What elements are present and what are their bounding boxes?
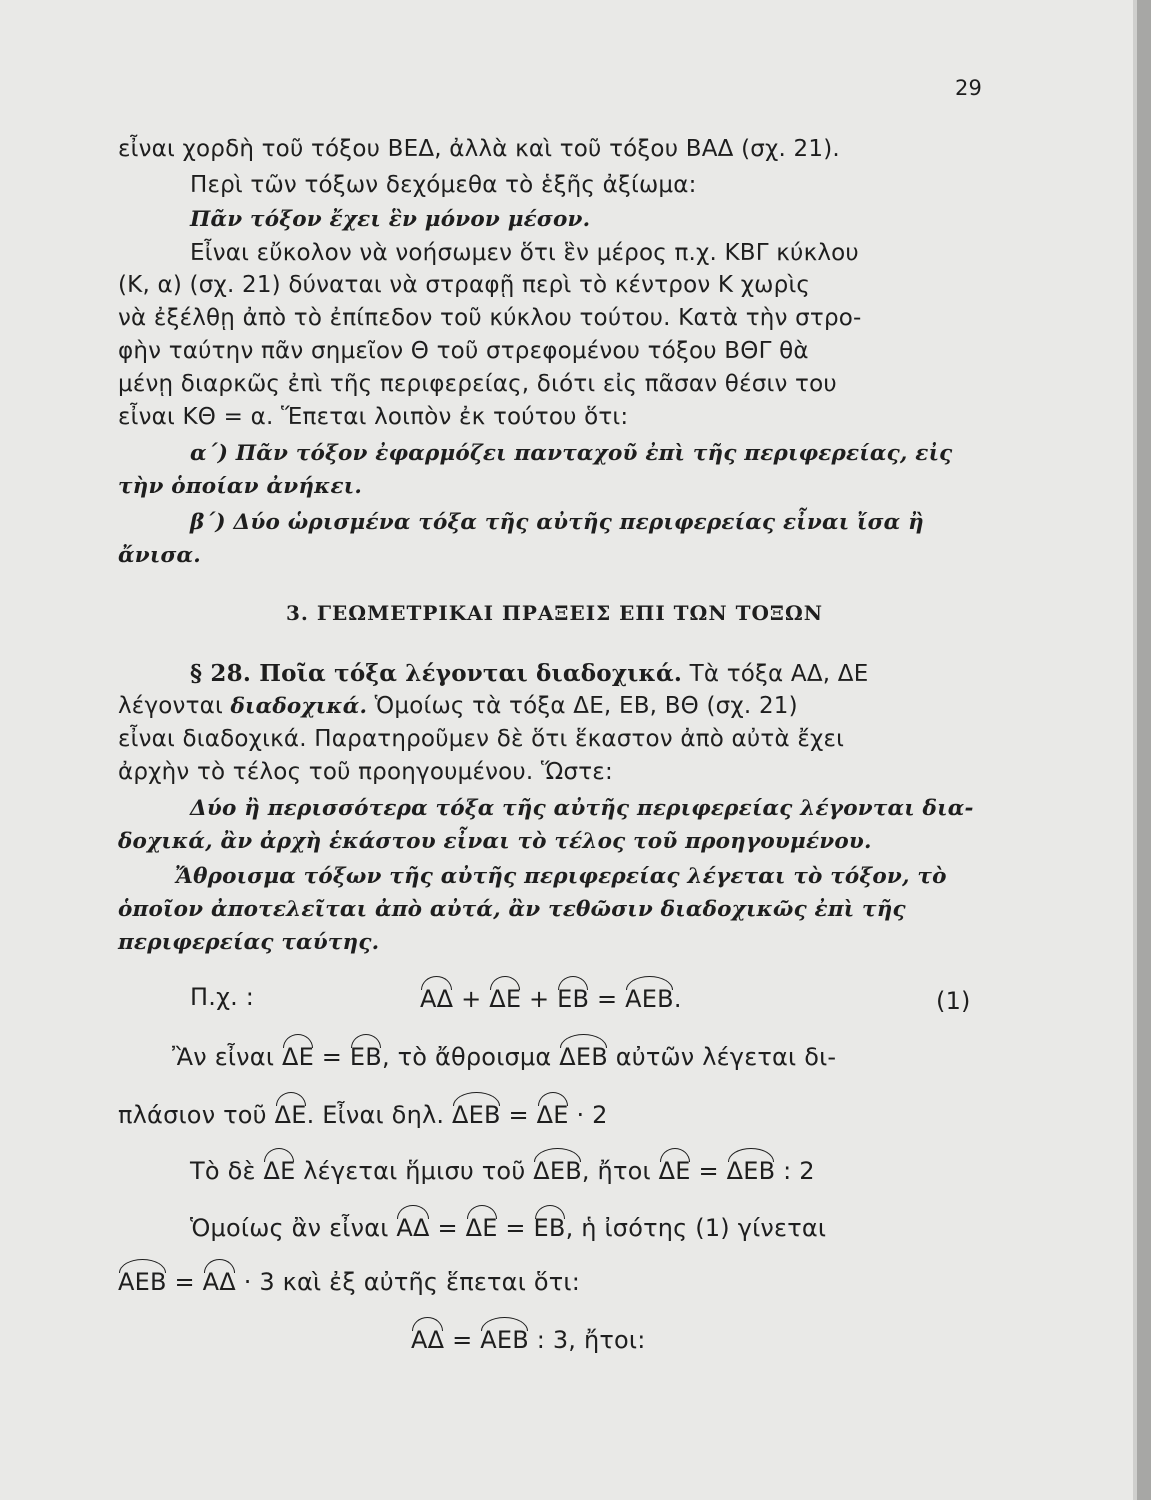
text-line-5: (Κ, α) (σχ. 21) δύναται νὰ στραφῇ περὶ τὸ κέντρον Κ χωρὶς [118, 272, 811, 298]
corollary-b-line-2: ἄνισα. [118, 543, 201, 568]
arc-de: ΔΕ [274, 1101, 307, 1129]
axiom-statement: Πᾶν τόξον ἔχει ἓν μόνον μέσον. [190, 207, 591, 232]
text-line-24: πλάσιον τοῦ ΔΕ. Εἶναι δηλ. ΔΕΒ = ΔΕ · 2 [118, 1101, 608, 1129]
paragraph-28-line-1: § 28. Ποῖα τόξα λέγονται διαδοχικά. Τὰ τόξα ΑΔ, ΔΕ [190, 660, 869, 687]
arc-ad: ΑΔ [202, 1268, 236, 1296]
arc-de: ΔΕ [263, 1157, 296, 1185]
text-line-23: Ἂν εἶναι ΔΕ = ΕΒ, τὸ ἄθροισμα ΔΕΒ αὐτῶν λέγεται δι- [172, 1043, 837, 1071]
arc-ad: ΑΔ [420, 985, 454, 1013]
corollary-a-line-1: α΄) Πᾶν τόξον ἐφαρμόζει πανταχοῦ ἐπὶ τῆς περιφερείας, εἰς [190, 441, 953, 466]
text-line-17: ἀρχὴν τὸ τέλος τοῦ προηγουμένου. Ὥστε: [118, 759, 613, 785]
arc-deb: ΔΕΒ [559, 1043, 608, 1071]
arc-eb: ΕΒ [533, 1214, 566, 1242]
corollary-a-line-2: τὴν ὁποίαν ἀνήκει. [118, 474, 363, 499]
arc-ad: ΑΔ [396, 1214, 430, 1242]
term-diadochika: διαδοχικά. [230, 694, 368, 719]
text-line-1: εἶναι χορδὴ τοῦ τόξου ΒΕΔ, ἀλλὰ καὶ τοῦ τόξου ΒΑΔ (σχ. 21). [118, 136, 840, 162]
arc-deb: ΔΕΒ [533, 1157, 582, 1185]
arc-deb: ΔΕΒ [726, 1157, 776, 1185]
text-line-2: Περὶ τῶν τόξων δεχόμεθα τὸ ἑξῆς ἀξίωμα: [190, 172, 697, 198]
arc-de: ΔΕ [658, 1157, 691, 1185]
arc-de: ΔΕ [281, 1043, 314, 1071]
arc-eb: ΕΒ [557, 985, 590, 1013]
page-edge [1137, 0, 1151, 1500]
arc-aeb: ΑΕΒ [625, 985, 674, 1013]
definition-sum-line-3: περιφερείας ταύτης. [118, 930, 380, 955]
text-line-4: Εἶναι εὔκολον νὰ νοήσωμεν ὅτι ἓν μέρος π.χ. ΚΒΓ κύκλου [190, 240, 859, 266]
section-heading: 3. ΓΕΩΜΕΤΡΙΚΑΙ ΠΡΑΞΕΙΣ ΕΠΙ ΤΩΝ ΤΟΞΩΝ [286, 601, 824, 625]
definition-sum-line-2: ὁποῖον ἀποτελεῖται ἀπὸ αὐτά, ἂν τεθῶσιν διαδοχικῶς ἐπὶ τῆς [118, 897, 906, 922]
definition-successive-line-1: Δύο ἢ περισσότερα τόξα τῆς αὐτῆς περιφερείας λέγονται δια- [190, 796, 974, 821]
paragraph-28-title: § 28. Ποῖα τόξα λέγονται διαδοχικά. [190, 660, 683, 687]
definition-successive-line-2: δοχικά, ἂν ἀρχὴ ἑκάστου εἶναι τὸ τέλος τοῦ προηγουμένου. [118, 829, 872, 854]
text-line-26: Ὁμοίως ἂν εἶναι ΑΔ = ΔΕ = ΕΒ, ἡ ἰσότης (1) γίνεται [190, 1214, 827, 1242]
arc-de: ΔΕ [489, 985, 522, 1013]
arc-aeb: ΑΕΒ [480, 1326, 529, 1354]
text-line-7: φὴν ταύτην πᾶν σημεῖον Θ τοῦ στρεφομένου τόξου ΒΘΓ θὰ [118, 338, 809, 364]
text-line-16: εἶναι διαδοχικά. Παρατηροῦμεν δὲ ὅτι ἕκαστον ἀπὸ αὐτὰ ἔχει [118, 726, 845, 752]
equation-label: Π.χ. : [190, 983, 255, 1011]
definition-sum-line-1: Ἄθροισμα τόξων τῆς αὐτῆς περιφερείας λέγεται τὸ τόξον, τὸ [175, 864, 947, 889]
text-line-6: νὰ ἐξέλθῃ ἀπὸ τὸ ἐπίπεδον τοῦ κύκλου τούτου. Κατὰ τὴν στρο- [118, 305, 862, 331]
text-line-8: μένῃ διαρκῶς ἐπὶ τῆς περιφερείας, διότι εἰς πᾶσαν θέσιν του [118, 371, 837, 397]
arc-de: ΔΕ [465, 1214, 498, 1242]
equation-1: ΑΔ + ΔΕ + ΕΒ = ΑΕΒ. [420, 985, 682, 1013]
equation-number: (1) [936, 987, 971, 1015]
arc-eb: ΕΒ [349, 1043, 382, 1071]
arc-ad: ΑΔ [411, 1326, 445, 1354]
corollary-b-line-1: β΄) Δύο ὡρισμένα τόξα τῆς αὐτῆς περιφερείας εἶναι ἴσα ἢ [190, 510, 924, 535]
arc-aeb: ΑΕΒ [118, 1268, 167, 1296]
text-line-15: λέγονται διαδοχικά. Ὁμοίως τὰ τόξα ΔΕ, ΕΒ, ΒΘ (σχ. 21) [118, 693, 798, 719]
arc-de: ΔΕ [536, 1101, 569, 1129]
text-line-27: ΑΕΒ = ΑΔ · 3 καὶ ἐξ αὐτῆς ἕπεται ὅτι: [118, 1268, 580, 1296]
text-line-28: ΑΔ = ΑΕΒ : 3, ἤτοι: [411, 1326, 646, 1354]
text-line-25: Τὸ δὲ ΔΕ λέγεται ἥμισυ τοῦ ΔΕΒ, ἤτοι ΔΕ = ΔΕΒ : 2 [190, 1157, 815, 1185]
text-line-9: εἶναι ΚΘ = α. Ἕπεται λοιπὸν ἐκ τούτου ὅτι: [118, 404, 629, 430]
page-number: 29 [955, 76, 983, 100]
arc-deb: ΔΕΒ [452, 1101, 501, 1129]
